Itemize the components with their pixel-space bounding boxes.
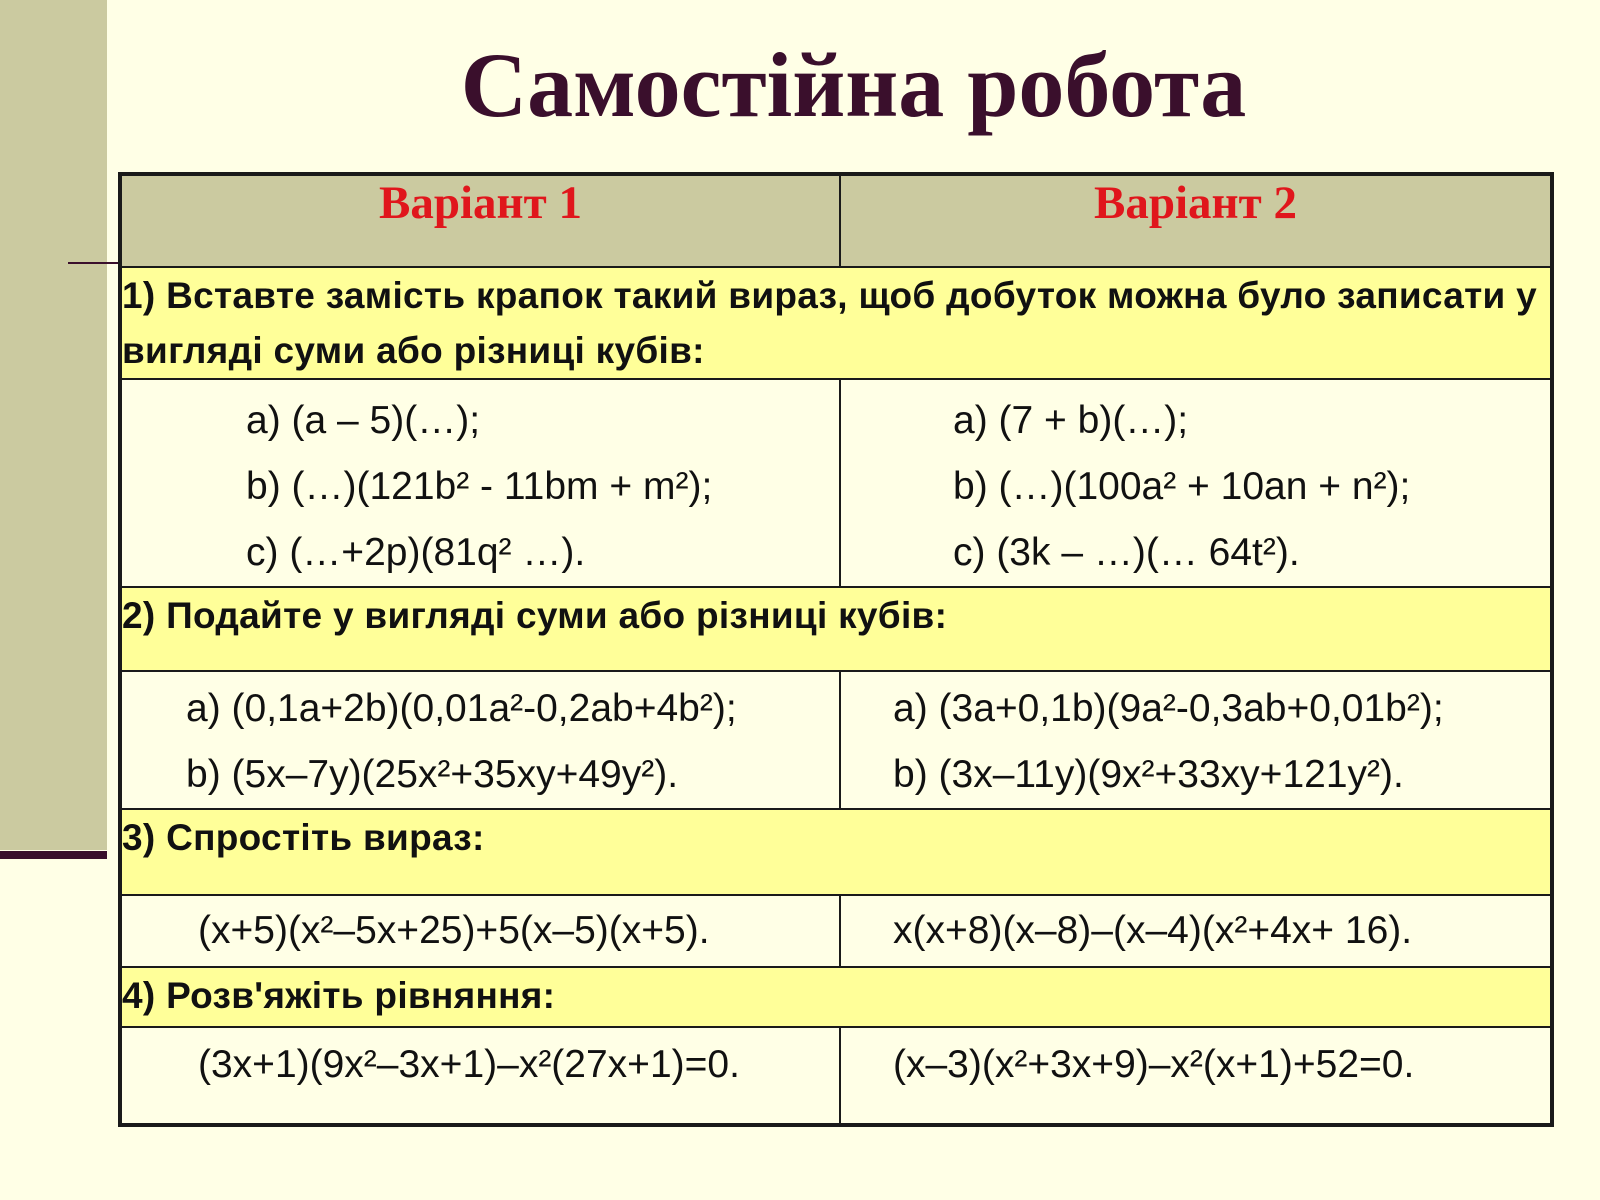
header-variant-1: Варіант 1 bbox=[120, 174, 840, 267]
task-4-v1-equation: (3x+1)(9x²–3x+1)–x²(27x+1)=0. bbox=[198, 1043, 740, 1086]
task-1-question-row bbox=[120, 267, 1552, 379]
task-2-question-row bbox=[120, 587, 1552, 671]
task-2-v1-item-a: a) (0,1a+2b)(0,01a²-0,2ab+4b²); bbox=[186, 687, 737, 730]
task-1-variant-2-cell bbox=[840, 379, 1552, 587]
task-3-v1-expression: (x+5)(x²–5x+25)+5(x–5)(x+5). bbox=[198, 909, 710, 952]
header-variant-2: Варіант 2 bbox=[840, 174, 1552, 267]
task-4-variant-2-cell bbox=[840, 1027, 1552, 1125]
table-header-row bbox=[120, 174, 1552, 267]
task-1-question: 1) Вставте замість крапок такий вираз, щоб добуток можна було записати у вигляді суми або різниці кубів: bbox=[120, 267, 1552, 379]
task-2-variant-2-cell bbox=[840, 671, 1552, 809]
task-3-variant-2-cell bbox=[840, 895, 1552, 967]
task-3-variant-1-cell bbox=[120, 895, 840, 967]
task-1-answers-row bbox=[120, 379, 1552, 587]
decorative-tick-line bbox=[68, 262, 122, 264]
decorative-side-line bbox=[0, 851, 107, 859]
task-2-v2-item-a: a) (3a+0,1b)(9a²-0,3ab+0,01b²); bbox=[893, 687, 1444, 730]
task-4-question-row bbox=[120, 967, 1552, 1027]
slide-title: Самостійна робота bbox=[460, 34, 1247, 136]
variants-table bbox=[118, 172, 1554, 1127]
task-1-v1-item-c: c) (…+2p)(81q² …). bbox=[246, 531, 586, 574]
task-1-v2-item-a: a) (7 + b)(…); bbox=[953, 399, 1189, 442]
task-4-variant-1-cell bbox=[120, 1027, 840, 1125]
task-2-variant-1-cell bbox=[120, 671, 840, 809]
decorative-side-bar bbox=[0, 0, 107, 850]
task-1-v1-item-b: b) (…)(121b² - 11bm + m²); bbox=[246, 465, 713, 508]
task-2-answers-row bbox=[120, 671, 1552, 809]
task-3-question-row bbox=[120, 809, 1552, 895]
task-2-v1-item-b: b) (5x–7y)(25x²+35xy+49y²). bbox=[186, 753, 679, 796]
task-3-answers-row bbox=[120, 895, 1552, 967]
task-1-variant-1-cell bbox=[120, 379, 840, 587]
task-2-v2-item-b: b) (3x–11y)(9x²+33xy+121y²). bbox=[893, 753, 1404, 796]
task-4-question: 4) Розв'яжіть рівняння: bbox=[120, 967, 1552, 1027]
task-4-answers-row bbox=[120, 1027, 1552, 1125]
task-1-v1-item-a: a) (a – 5)(…); bbox=[246, 399, 481, 442]
task-3-v2-expression: x(x+8)(x–8)–(x–4)(x²+4x+ 16). bbox=[893, 909, 1413, 952]
task-3-question: 3) Спростіть вираз: bbox=[120, 809, 1552, 895]
task-1-v2-item-c: c) (3k – …)(… 64t²). bbox=[953, 531, 1300, 574]
task-4-v2-equation: (x–3)(x²+3x+9)–x²(x+1)+52=0. bbox=[893, 1043, 1415, 1086]
task-1-v2-item-b: b) (…)(100a² + 10an + n²); bbox=[953, 465, 1411, 508]
task-2-question: 2) Подайте у вигляді суми або різниці кубів: bbox=[120, 587, 1552, 671]
